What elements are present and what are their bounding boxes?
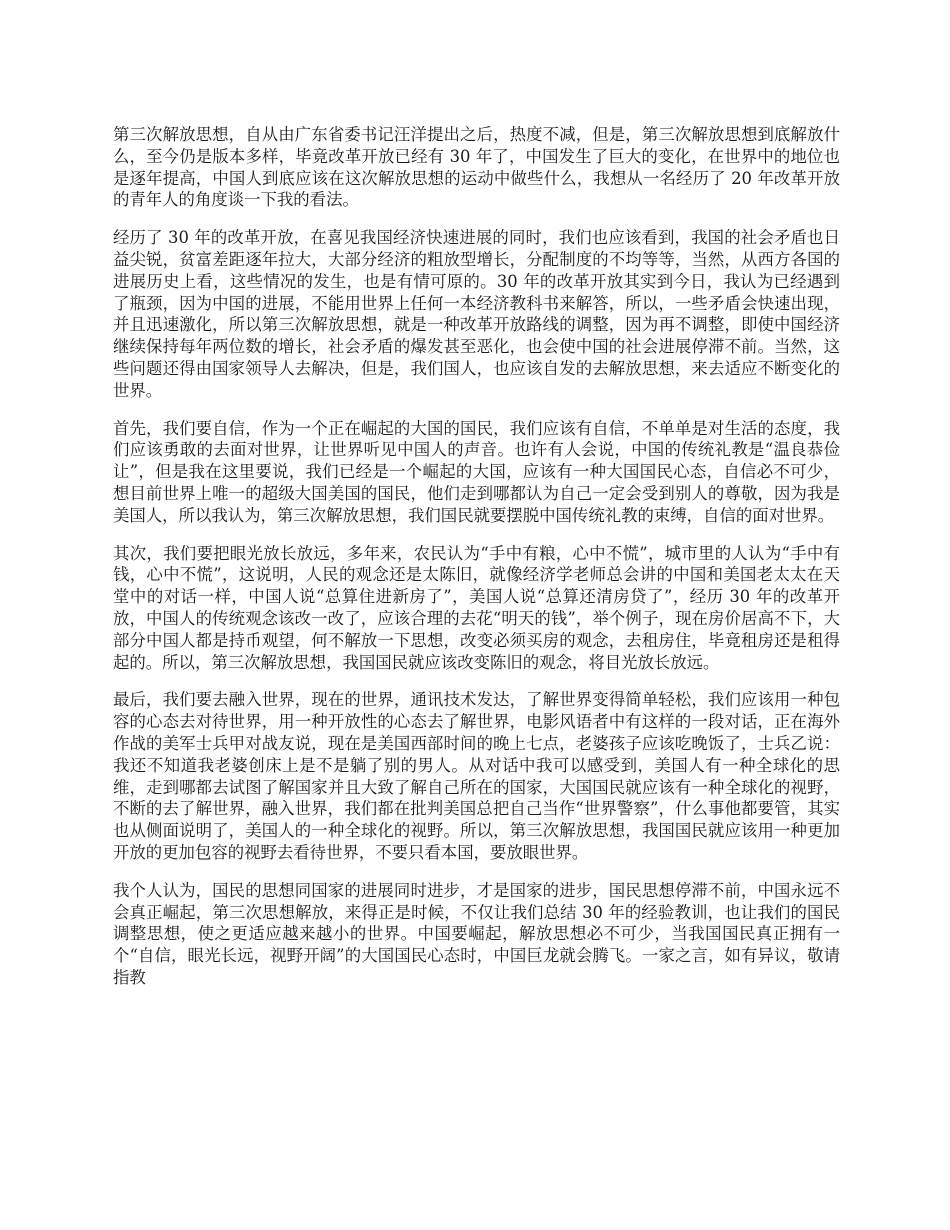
paragraph-conclusion: 我个人认为，国民的思想同国家的进展同时进步，才是国家的进步，国民思想停滞不前，中国永远不会真正崛起，第三次思想解放，来得正是时候，不仅让我们总结 30 年的经验教训，也让我们的国民调整思想，使之更适应越来越小的世界。中国要崛起，解放思想必不可少，当我国国民真正拥有一个“自信，眼光长远，视野开阔”的大国国民心态时，中国巨龙就会腾飞。一家之言，如有异议，敬请指教: [113, 880, 840, 987]
paragraph-reform-review: 经历了 30 年的改革开放，在喜见我国经济快速进展的同时，我们也应该看到，我国的社会矛盾也日益尖锐，贫富差距逐年拉大，大部分经济的粗放型增长，分配制度的不均等等，当然，从西方各国的进展历史上看，这些情况的发生，也是有情可原的。30 年的改革开放其实到今日，我认为已经遇到了瓶颈，因为中国的进展，不能用世界上任何一本经济教科书来解答，所以，一些矛盾会快速出现，并且迅速激化，所以第三次解放思想，就是一种改革开放路线的调整，因为再不调整，即使中国经济继续保持每年两位数的增长，社会矛盾的爆发甚至恶化，也会使中国的社会进展停滞不前。当然，这些问题还得由国家领导人去解决，但是，我们国人，也应该自发的去解放思想，来去适应不断变化的世界。: [113, 228, 840, 400]
paragraph-confidence: 首先，我们要自信，作为一个正在崛起的大国的国民，我们应该有自信，不单单是对生活的态度，我们应该勇敢的去面对世界，让世界听见中国人的声音。也许有人会说，中国的传统礼教是“温良恭俭让”，但是我在这里要说，我们已经是一个崛起的大国，应该有一种大国国民心态，自信必不可少，想目前世界上唯一的超级大国美国的国民，他们走到哪都认为自己一定会受到别人的尊敬，因为我是美国人，所以我认为，第三次解放思想，我们国民就要摆脱中国传统礼教的束缚，自信的面对世界。: [113, 418, 840, 525]
document-body: [113, 124, 840, 1005]
paragraph-intro: 第三次解放思想，自从由广东省委书记汪洋提出之后，热度不减，但是，第三次解放思想到底解放什么，至今仍是版本多样，毕竟改革开放已经有 30 年了，中国发生了巨大的变化，在世界中的地位也是逐年提高，中国人到底应该在这次解放思想的运动中做些什么，我想从一名经历了 20 年改革开放的青年人的角度谈一下我的看法。: [113, 125, 840, 210]
paragraph-long-view: 其次，我们要把眼光放长放远，多年来，农民认为“手中有粮，心中不慌”，城市里的人认为“手中有钱，心中不慌”，这说明，人民的观念还是太陈旧，就像经济学老师总会讲的中国和美国老太太在天堂中的对话一样，中国人说“总算住进新房了”，美国人说“总算还清房贷了”，经历 30 年的改革开放，中国人的传统观念该改一改了，应该合理的去花“明天的钱”，举个例子，现在房价居高不下，大部分中国人都是持币观望，何不解放一下思想，改变必须买房的观念，去租房住，毕竟租房还是租得起的。所以，第三次解放思想，我国国民就应该改变陈旧的观念，将目光放长放远。: [113, 543, 840, 672]
paragraph-embrace-world: 最后，我们要去融入世界，现在的世界，通讯技术发达，了解世界变得简单轻松，我们应该用一种包容的心态去对待世界，用一种开放性的心态去了解世界，电影风语者中有这样的一段对话，正在海外作战的美军士兵甲对战友说，现在是美国西部时间的晚上七点，老婆孩子应该吃晚饭了，士兵乙说：我还不知道我老婆创床上是不是躺了别的男人。从对话中我可以感受到，美国人有一种全球化的思维，走到哪都去试图了解国家并且大致了解自己所在的国家，大国国民就应该有一种全球化的视野，不断的去了解世界，融入世界，我们都在批判美国总把自己当作“世界警察”，什么事他都要管，其实也从侧面说明了，美国人的一种全球化的视野。所以，第三次解放思想，我国国民就应该用一种更加开放的更加包容的视野去看待世界，不要只看本国，要放眼世界。: [113, 690, 840, 862]
